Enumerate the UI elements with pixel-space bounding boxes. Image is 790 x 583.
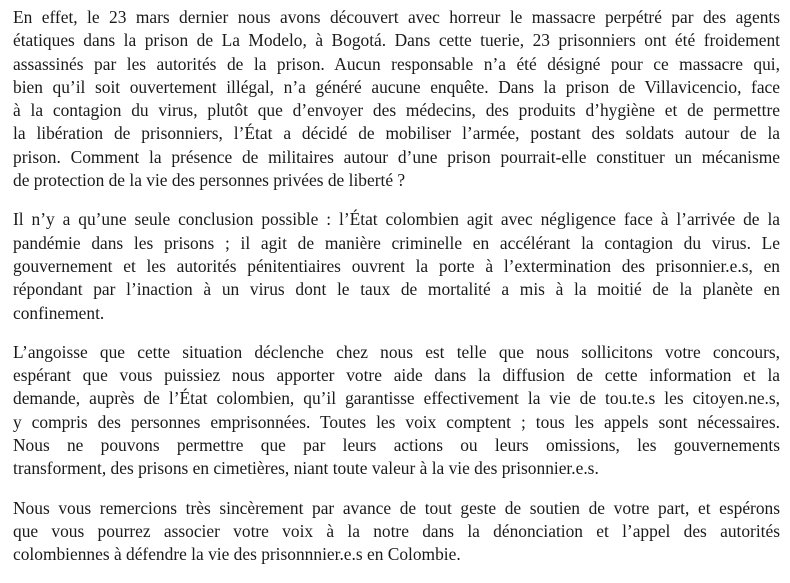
paragraph-modelo-massacre bbox=[13, 6, 780, 192]
text-line: gouvernement et les autorités pénitentiaires ouvrent la porte à l’extermination des prisonnier.e.s, en bbox=[13, 255, 780, 276]
text-line: transforment, des prisons en cimetières, niant toute valeur à la vie des prisonnier.e.s. bbox=[13, 458, 599, 479]
text-line: espérant que vous puissiez nous apporter votre aide dans la diffusion de cette information et la bbox=[13, 365, 780, 386]
text-line: prison. Comment la présence de militaires autour d’une prison pourrait-elle constituer un mécanisme bbox=[13, 146, 780, 167]
text-line: que vous pourrez associer votre voix à la notre dans la dénonciation et l’appel des autorités bbox=[13, 520, 780, 541]
text-line: y compris des personnes emprisonnées. Toutes les voix comptent ; tous les appels sont nécessaires. bbox=[13, 411, 780, 432]
text-line: pandémie dans les prisons ; il agit de manière criminelle en accélérant la contagion du virus. Le bbox=[13, 232, 780, 253]
paragraph-conclusion bbox=[13, 208, 780, 324]
text-line: de protection de la vie des personnes privées de liberté ? bbox=[13, 170, 406, 191]
text-line: étatiques dans la prison de La Modelo, à Bogotá. Dans cette tuerie, 23 prisonniers ont été froidement bbox=[13, 30, 780, 51]
text-line: En effet, le 23 mars dernier nous avons découvert avec horreur le massacre perpétré par des agents bbox=[13, 7, 780, 27]
text-line: confinement. bbox=[13, 302, 105, 323]
text-line: demande, auprès de l’État colombien, qu’il garantisse effectivement la vie de tou.te.s les citoyen.ne.s, bbox=[13, 388, 780, 409]
paragraph-thanks bbox=[13, 497, 780, 567]
text-line: la libération de prisonniers, l’État a décidé de mobiliser l’armée, postant des soldats autour de la bbox=[13, 123, 780, 144]
text-line: assassinés par les autorités de la prison. Aucun responsable n’a été désigné pour ce massacre qui, bbox=[13, 53, 780, 74]
text-line: à la contagion du virus, plutôt que d’envoyer des médecins, des produits d’hygiène et de permettre bbox=[13, 100, 780, 121]
text-line: L’angoisse que cette situation déclenche chez nous est telle que nous sollicitons votre concours, bbox=[13, 341, 780, 362]
text-line: Nous ne pouvons permettre que par leurs actions ou leurs omissions, les gouvernements bbox=[13, 435, 780, 456]
text-line: colombiennes à défendre la vie des prisonnnier.e.s en Colombie. bbox=[13, 544, 461, 565]
paragraph-request-support bbox=[13, 341, 780, 481]
text-line: Nous vous remercions très sincèrement par avance de tout geste de soutien de votre part, et espérons bbox=[13, 497, 780, 518]
text-line: répondant par l’inaction à un virus dont le taux de mortalité a mis à la moitié de la planète en bbox=[13, 279, 780, 300]
text-line: bien qu’il soit ouvertement illégal, n’a généré aucune enquête. Dans la prison de Villavicencio, face bbox=[13, 76, 780, 97]
text-line: Il n’y a qu’une seule conclusion possible : l’État colombien agit avec négligence face à l’arrivée de la bbox=[13, 209, 780, 230]
